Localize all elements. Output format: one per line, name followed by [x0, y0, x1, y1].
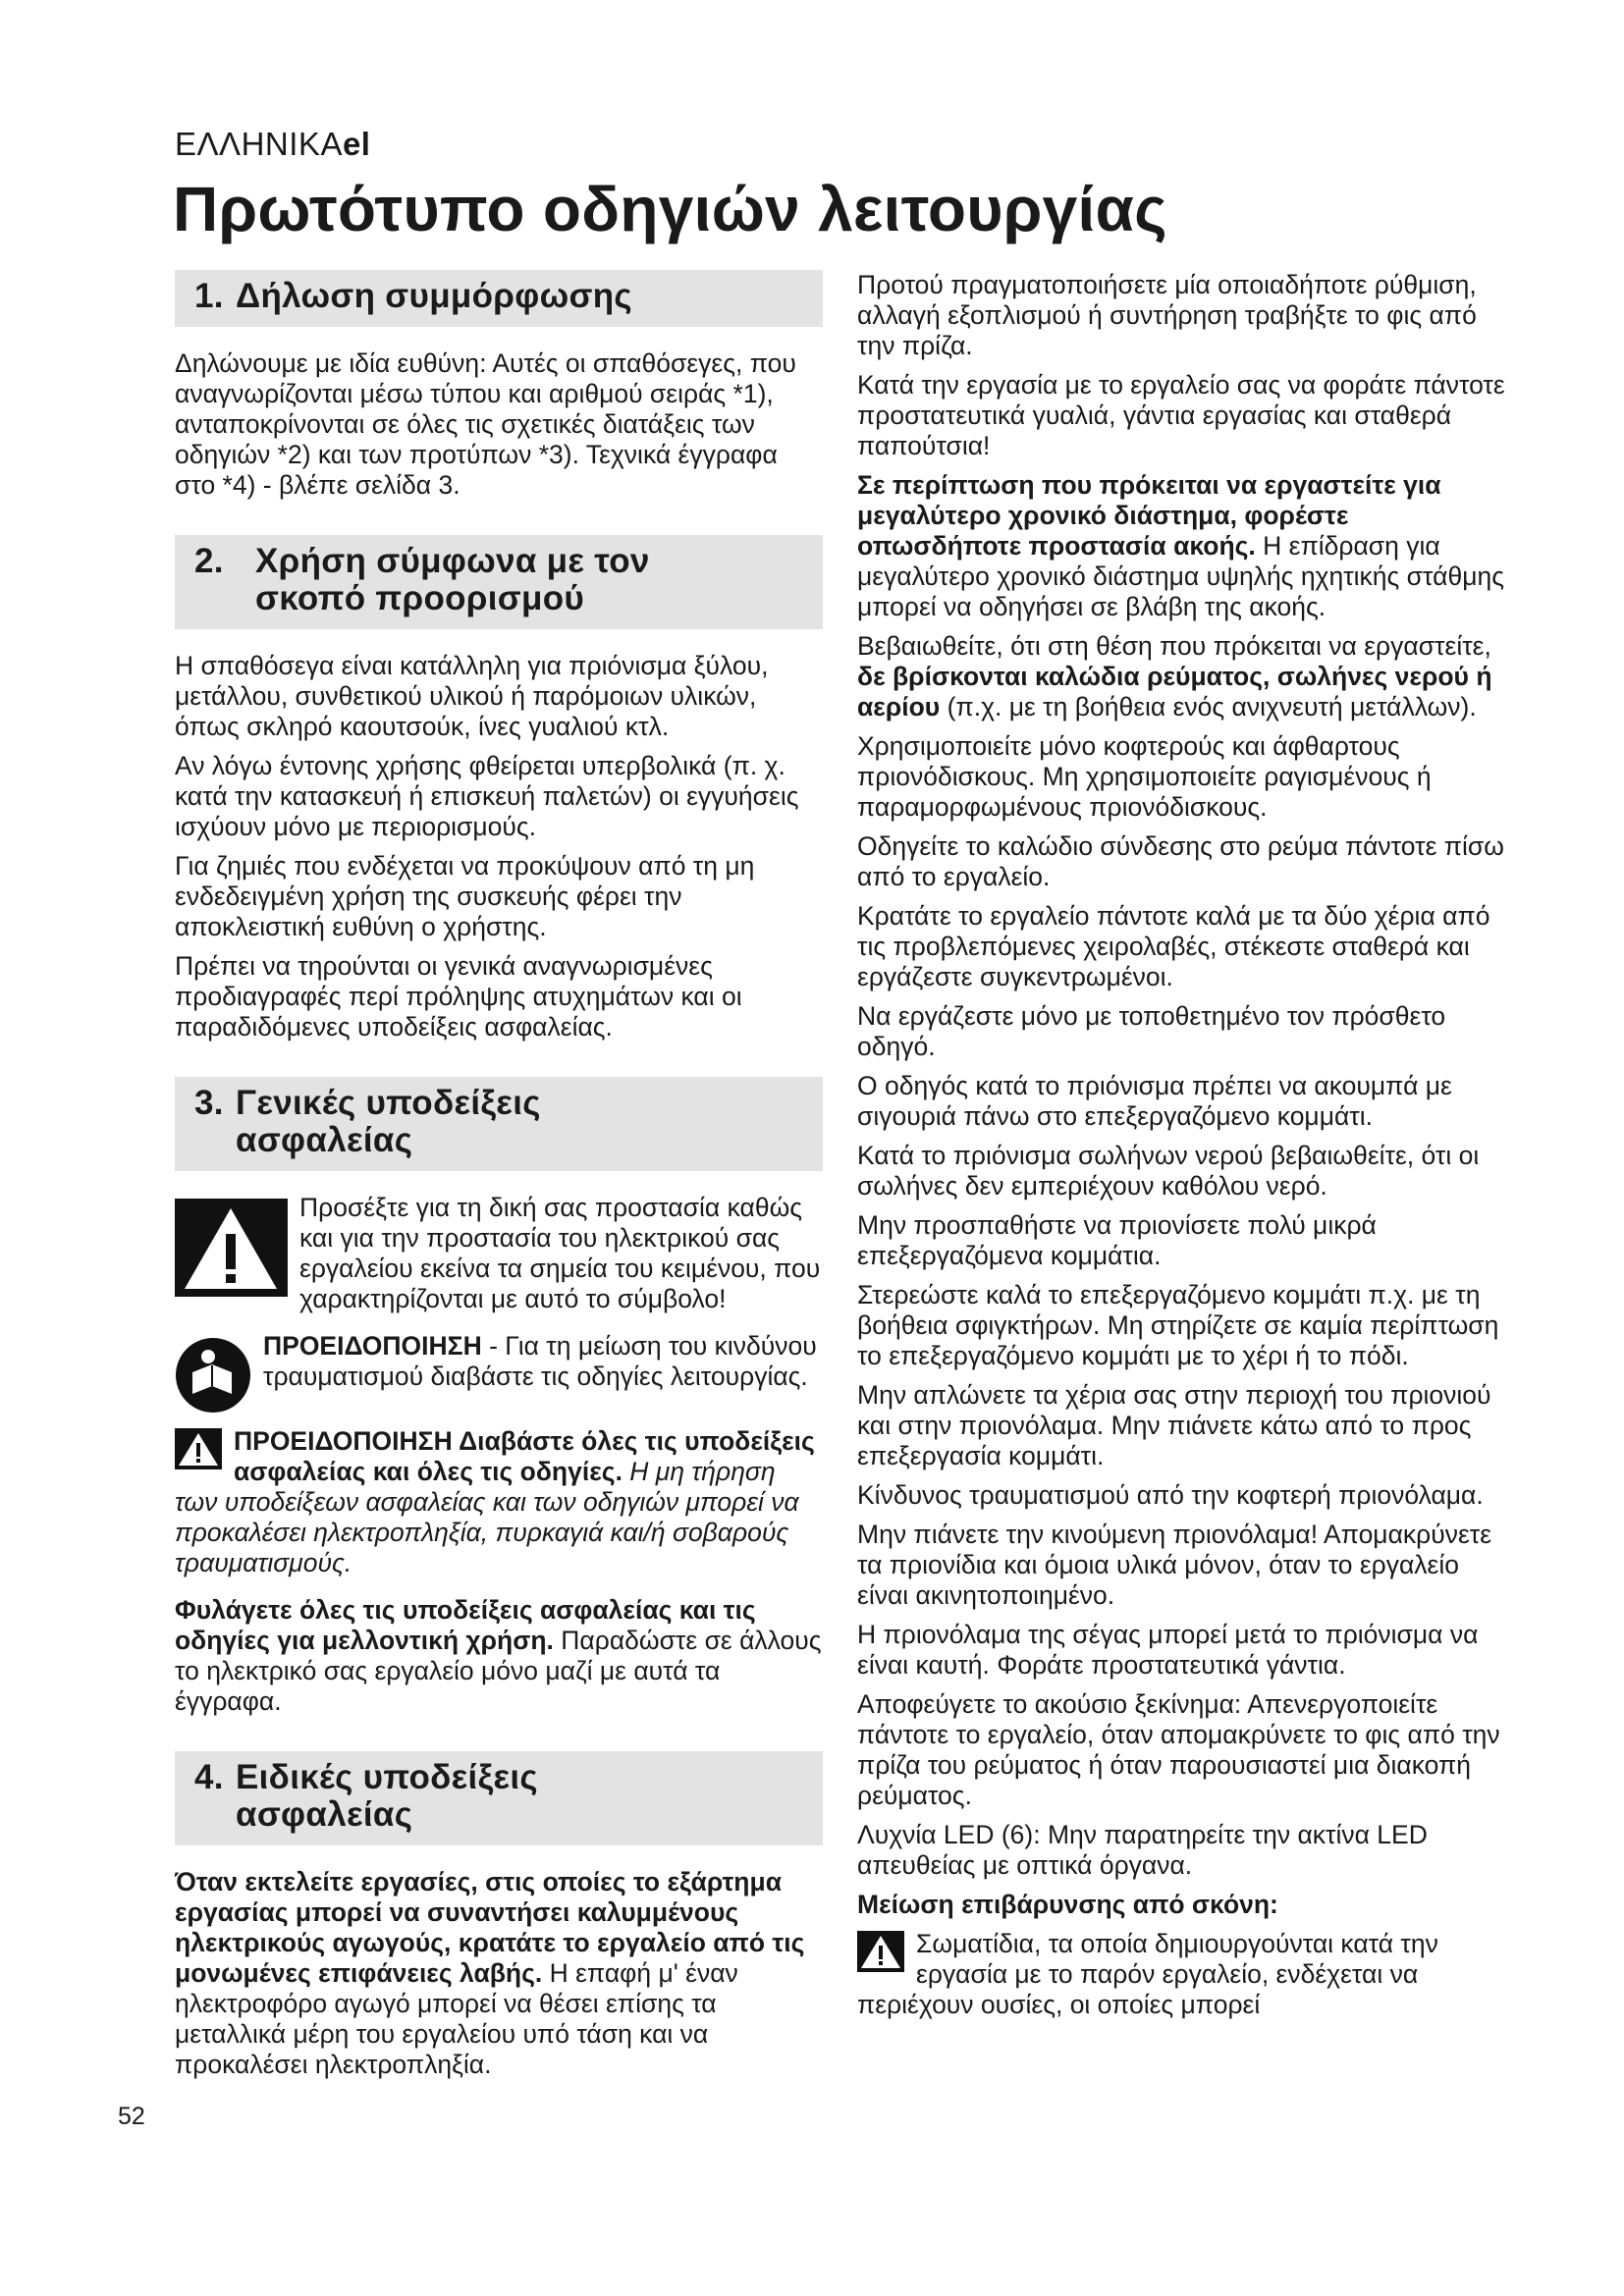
dust-heading: Μείωση επιβάρυνσης από σκόνη: — [857, 1890, 1278, 1919]
right-text-15: Μην πιάνετε την κινούμενη πριονόλαμα! Απομακρύνετε τα πριονίδια και όμοια υλικά μόνον, όταν το εργαλείο είναι ακινητοποιημένο. — [857, 1520, 1492, 1610]
section-2-text-1: Η σπαθόσεγα είναι κατάλληλη για πριόνισμα ξύλου, μετάλλου, συνθετικού υλικού ή παρόμοιων υλικών, όπως σκληρό καουτσούκ, ίνες γυαλιού κτλ. — [175, 651, 769, 741]
right-text-17: Αποφεύγετε το ακούσιο ξεκίνημα: Απενεργοποιείτε πάντοτε το εργαλείο, όταν απομακρύνετε το φις από την πρίζα του ρεύματος ή όταν παρουσιαστεί μια διακοπή ρεύματος. — [857, 1689, 1500, 1810]
section-2-text-3: Για ζημιές που ενδέχεται να προκύψουν από τη μη ενδεδειγμένη χρήση της συσκευής φέρει την αποκλειστική ευθύνη ο χρήστης. — [175, 851, 755, 941]
right-text-3: Σε περίπτωση που πρόκειται να εργαστείτε για μεγαλύτερο χρονικό διάστημα, φορέστε οπωσδήποτε προστασία ακοής. Η επίδραση για μεγαλύτερο χρονικό διάστημα υψηλής ηχητικής στάθμης μπορεί να οδηγήσει σε βλάβη της ακοής. — [857, 470, 1504, 621]
right-text-6: Οδηγείτε το καλώδιο σύνδεσης στο ρεύμα πάντοτε πίσω από το εργαλείο. — [857, 831, 1504, 891]
warning-read-all: ΠΡΟΕΙΔΟΠΟΙΗΣΗ Διαβάστε όλες τις υποδείξεις ασφαλείας και όλες τις οδηγίες. Η μη τήρηση των υποδείξεων ασφαλείας και των οδηγιών μπορεί να προκαλέσει ηλεκτροπληξία, πυρκαγιά και/ή σοβαρούς τραυματισμούς. — [175, 1426, 815, 1577]
warning-small-icon — [175, 1428, 222, 1474]
right-text-5: Χρησιμοποιείτε μόνο κοφτερούς και άφθαρτους πριονόδισκους. Μη χρησιμοποιείτε ραγισμένους ή παραμορφωμένους πριονόδισκους. — [857, 731, 1432, 822]
language-name: ΕΛΛΗΝΙΚΑ — [175, 126, 343, 162]
right-text-12: Στερεώστε καλά το επεξεργαζόμενο κομμάτι π.χ. με τη βοήθεια σφιγκτήρων. Μη στηρίζετε σε καμία περίπτωση το επεξεργαζόμενο κομμάτι με το χέρι ή το πόδι. — [857, 1280, 1499, 1370]
right-text-18: Λυχνία LED (6): Μην παρατηρείτε την ακτίνα LED απευθείας με οπτικά όργανα. — [857, 1820, 1428, 1880]
page-number: 52 — [118, 2103, 145, 2130]
left-column — [175, 270, 823, 2089]
right-text-11: Μην προσπαθήστε να πριονίσετε πολύ μικρά επεξεργαζόμενα κομμάτια. — [857, 1210, 1377, 1270]
section-2-heading: 2. Χρήση σύμφωνα με τον σκοπό προορισμού — [175, 535, 823, 629]
dust-note: Σωματίδια, τα οποία δημιουργούνται κατά την εργασία με το παρόν εργαλείο, ενδέχεται να περιέχουν ουσίες, οι οποίες μπορεί — [857, 1929, 1438, 2019]
symbol-note: Προσέξτε για τη δική σας προστασία καθώς και για την προστασία του ηλεκτρικού σας εργαλείου εκείνα τα σημεία του κειμένου, που χαρακτηρίζονται με αυτό το σύμβολο! — [175, 1193, 823, 1323]
language-label — [175, 126, 370, 163]
right-text-16: Η πριονόλαμα της σέγας μπορεί μετά το πριόνισμα να είναι καυτή. Φοράτε προστατευτικά γάντια. — [857, 1620, 1479, 1680]
section-1-heading: 1. Δήλωση συμμόρφωσης — [175, 270, 823, 327]
warning-triangle-icon — [175, 1199, 288, 1302]
section-3-heading: 3. Γενικές υποδείξεις ασφαλείας — [175, 1077, 823, 1171]
right-column — [857, 270, 1507, 2037]
section-4-heading: 4. Ειδικές υποδείξεις ασφαλείας — [175, 1751, 823, 1845]
right-text-9: Ο οδηγός κατά το πριόνισμα πρέπει να ακουμπά με σιγουριά πάνω στο επεξεργαζόμενο κομμάτι. — [857, 1071, 1452, 1131]
right-text-13: Μην απλώνετε τα χέρια σας στην περιοχή του πριονιού και στην πριονόλαμα. Μην πιάνετε κάτω από το προς επεξεργασία κομμάτι. — [857, 1380, 1491, 1470]
right-text-4: Βεβαιωθείτε, ότι στη θέση που πρόκειται να εργαστείτε, δε βρίσκονται καλώδια ρεύματος, σωλήνες νερού ή αερίου (π.χ. με τη βοήθεια ενός ανιχνευτή μετάλλων). — [857, 631, 1492, 721]
section-1-text: Δηλώνουμε με ιδία ευθύνη: Αυτές οι σπαθόσεγες, που αναγνωρίζονται μέσω τύπου και αριθμού σειράς *1), ανταποκρίνονται σε όλες τις σχετικές διατάξεις των οδηγιών *2) και των προτύπων *3). Τεχνικά έγγραφα στο *4) - βλέπε σελίδα 3. — [175, 348, 796, 500]
page-title: Πρωτότυπο οδηγιών λειτουργίας — [173, 174, 1167, 244]
keep-instructions: Φυλάγετε όλες τις υποδείξεις ασφαλείας και τις οδηγίες για μελλοντική χρήση. Παραδώστε σε άλλους το ηλεκτρικό σας εργαλείο μόνο μαζί με αυτά τα έγγραφα. — [175, 1595, 822, 1716]
right-text-1: Προτού πραγματοποιήσετε μία οποιαδήποτε ρύθμιση, αλλαγή εξοπλισμού ή συντήρηση τραβήξτε το φις από την πρίζα. — [857, 270, 1477, 360]
section-2-text-2: Αν λόγω έντονης χρήσης φθείρεται υπερβολικά (π. χ. κατά την κατασκευή ή επισκευή παλετών) οι εγγυήσεις ισχύουν μόνο με περιορισμούς. — [175, 751, 799, 841]
read-manual-icon — [175, 1337, 251, 1418]
right-text-8: Να εργάζεστε μόνο με τοποθετημένο τον πρόσθετο οδηγό. — [857, 1001, 1446, 1061]
warning-dust-icon — [857, 1931, 904, 1977]
right-text-10: Κατά το πριόνισμα σωλήνων νερού βεβαιωθείτε, ότι οι σωλήνες δεν εμπεριέχουν καθόλου νερό. — [857, 1141, 1480, 1201]
right-text-14: Κίνδυνος τραυματισμού από την κοφτερή πριονόλαμα. — [857, 1480, 1484, 1510]
right-text-2: Κατά την εργασία με το εργαλείο σας να φοράτε πάντοτε προστατευτικά γυαλιά, γάντια εργασίας και σταθερά παπούτσια! — [857, 370, 1505, 460]
right-text-7: Κρατάτε το εργαλείο πάντοτε καλά με τα δύο χέρια από τις προβλεπόμενες χειρολαβές, στέκεστε σταθερά και εργάζεστε συγκεντρωμένοι. — [857, 901, 1490, 991]
read-manual-note: ΠΡΟΕΙΔΟΠΟΙΗΣΗ - Για τη μείωση του κινδύνου τραυματισμού διαβάστε τις οδηγίες λειτουργίας. — [175, 1331, 823, 1418]
section-2-text-4: Πρέπει να τηρούνται οι γενικά αναγνωρισμένες προδιαγραφές περί πρόληψης ατυχημάτων και οι παραδιδόμενες υποδείξεις ασφαλείας. — [175, 951, 742, 1041]
section-4-text: Όταν εκτελείτε εργασίες, στις οποίες το εξάρτημα εργασίας μπορεί να συναντήσει καλυμμένους ηλεκτρικούς αγωγούς, κρατάτε το εργαλείο από τις μονωμένες επιφάνειες λαβής. Η επαφή μ' έναν ηλεκτροφόρο αγωγό μπορεί να θέσει επίσης τα μεταλλικά μέρη του εργαλείου υπό τάση και να προκαλέσει ηλεκτροπληξία. — [175, 1867, 805, 2079]
language-code: el — [342, 126, 371, 162]
